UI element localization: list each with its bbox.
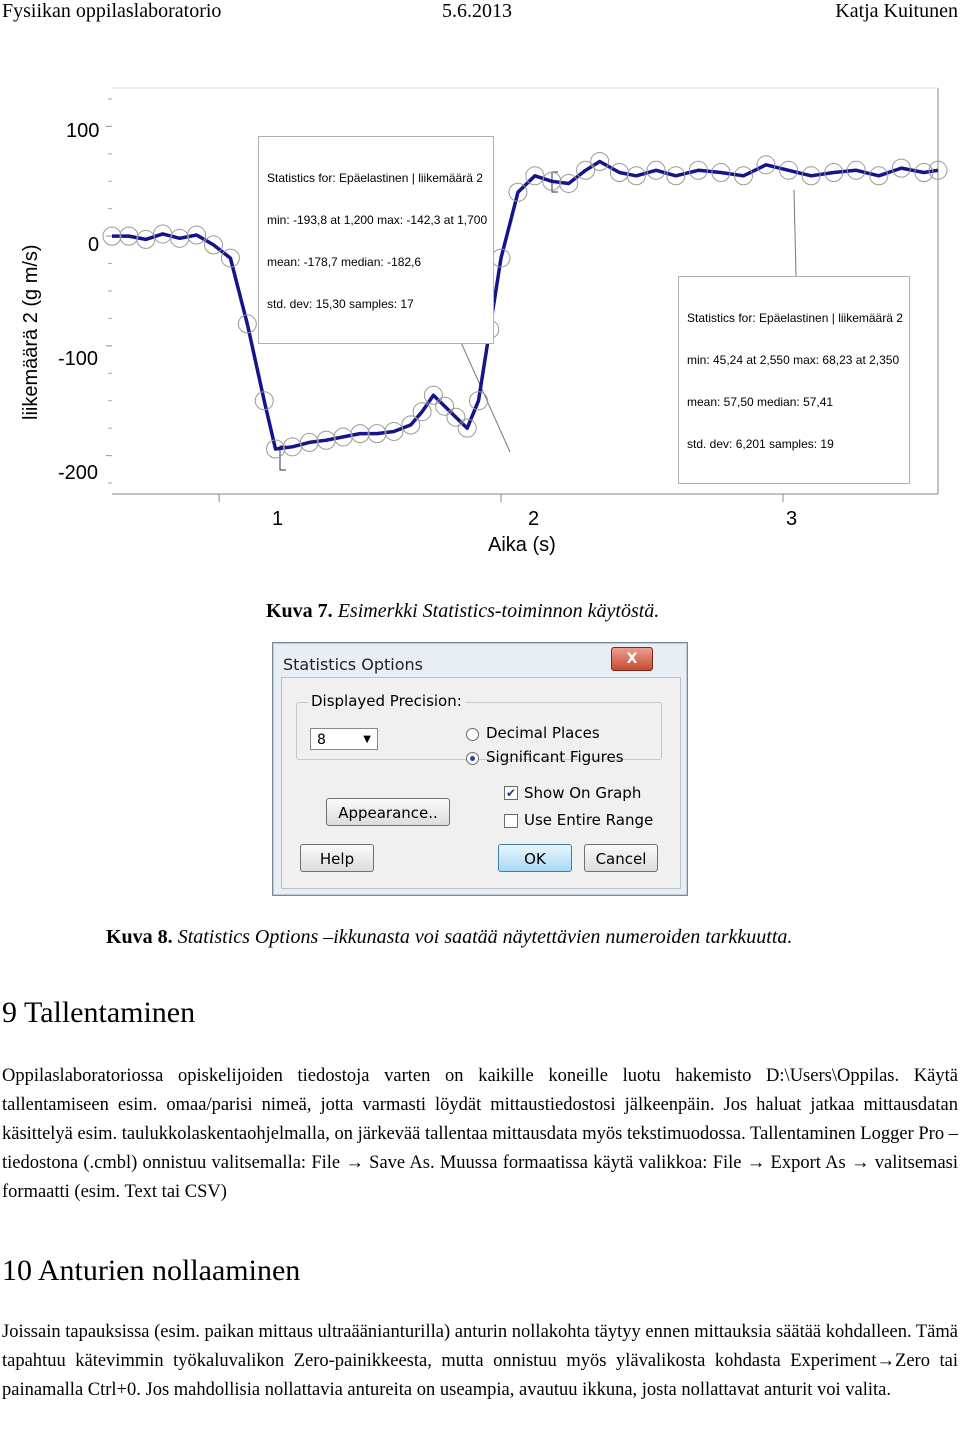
x-tick-label: 1: [272, 508, 284, 530]
caption-label: Kuva 8.: [106, 926, 173, 948]
close-button[interactable]: X: [611, 647, 653, 671]
y-tick-label: 0: [88, 234, 100, 256]
checkbox-show-on-graph[interactable]: ✔: [505, 786, 517, 800]
checkbox-use-entire-range[interactable]: [504, 814, 518, 828]
stats-leader-line: [794, 190, 796, 276]
radio-decimal-places[interactable]: [466, 728, 479, 741]
y-tick-label: -100: [58, 348, 99, 370]
stats-line: Statistics for: Epäelastinen | liikemäärä 2: [267, 171, 483, 185]
x-tick-label: 2: [528, 508, 540, 530]
figure-caption-8: [106, 926, 792, 949]
section-9-paragraph: Oppilaslaboratoriossa opiskelijoiden tiedostoja varten on kaikille koneille luotu hakemisto D:\Users\Oppilas. Käytä tallentamiseen esim. omaa/parisi nimeä, jotta varmasti löydät mittaustiedostosi jälkeenpäin. Jos haluat jatkaa mittausdatan käsittelyä esim. taulukkolaskentaohjelmalla, on järkevää tallentaa mittausdata myös tekstimuodossa. Tallentaminen Logger Pro –tiedostona (.cmbl) onnistuu valitsemalla: File → Save As. Muussa formaatissa käytä valikkoa: File → Export As → valitsemasi formaatti (esim. Text tai CSV): [2, 1066, 958, 1202]
cancel-button[interactable]: Cancel: [584, 844, 658, 872]
y-tick-label: 100: [66, 120, 100, 142]
y-tick-label: -200: [58, 462, 99, 484]
stats-box-2[interactable]: [678, 276, 910, 484]
statistics-options-dialog: [272, 642, 688, 896]
stats-line: min: 45,24 at 2,550 max: 68,23 at 2,350: [687, 353, 900, 367]
dialog-title: Statistics Options: [283, 655, 423, 674]
stats-line: mean: 57,50 median: 57,41: [687, 395, 834, 409]
ok-button[interactable]: OK: [498, 844, 572, 872]
stats-line: std. dev: 15,30 samples: 17: [267, 297, 414, 311]
stats-line: std. dev: 6,201 samples: 19: [687, 437, 834, 451]
use-entire-range-label[interactable]: Use Entire Range: [524, 811, 654, 829]
stats-box-1[interactable]: [258, 136, 494, 344]
figure-caption-7: [266, 600, 659, 623]
caption-text: Esimerkki Statistics-toiminnon käytöstä.: [337, 600, 660, 622]
stats-line: mean: -178,7 median: -182,6: [267, 255, 422, 269]
show-on-graph-label[interactable]: Show On Graph: [524, 784, 642, 802]
header-left: Fysiikan oppilaslaboratorio: [2, 0, 222, 22]
caption-label: Kuva 7.: [266, 600, 333, 622]
y-axis-label: liikemäärä 2 (g m/s): [20, 244, 42, 420]
chevron-down-icon: ▼: [363, 734, 371, 745]
precision-value: 8: [317, 732, 326, 748]
header-date: 5.6.2013: [442, 0, 512, 22]
caption-text: Statistics Options –ikkunasta voi saatää näytettävien numeroiden tarkkuutta.: [177, 926, 793, 948]
precision-select[interactable]: [310, 728, 378, 750]
section-heading-9: 9 Tallentaminen: [2, 996, 196, 1029]
radio-significant-figures[interactable]: [466, 752, 479, 765]
radio-significant-label[interactable]: Significant Figures: [486, 748, 624, 766]
section-heading-10: 10 Anturien nollaaminen: [2, 1254, 301, 1287]
stats-line: min: -193,8 at 1,200 max: -142,3 at 1,700: [267, 213, 488, 227]
appearance-button[interactable]: Appearance..: [326, 798, 450, 826]
dialog-body: [281, 677, 681, 889]
x-tick-label: 3: [786, 508, 798, 530]
stats-line: Statistics for: Epäelastinen | liikemäärä 2: [687, 311, 903, 325]
radio-decimal-label[interactable]: Decimal Places: [486, 724, 600, 742]
section-10-paragraph: Joissain tapauksissa (esim. paikan mittaus ultraäänianturilla) anturin nollakohta täytyy ennen mittauksia säätää kohdalleen. Tämä tapahtuu kätevimmin työkaluvalikon Zero-painikkeesta, mutta onnistuu myös ylävalikosta kohdasta Experiment→Zero tai painamalla Ctrl+0. Jos mahdollisia nollattavia antureita on useampia, avautuu ikkuna, josta nollattavat anturit voi valita.: [2, 1322, 958, 1400]
precision-group-label: Displayed Precision:: [308, 692, 465, 710]
header-author: Katja Kuitunen: [835, 0, 958, 22]
x-axis-label: Aika (s): [488, 534, 556, 556]
momentum-chart: [0, 80, 960, 570]
help-button[interactable]: Help: [300, 844, 374, 872]
